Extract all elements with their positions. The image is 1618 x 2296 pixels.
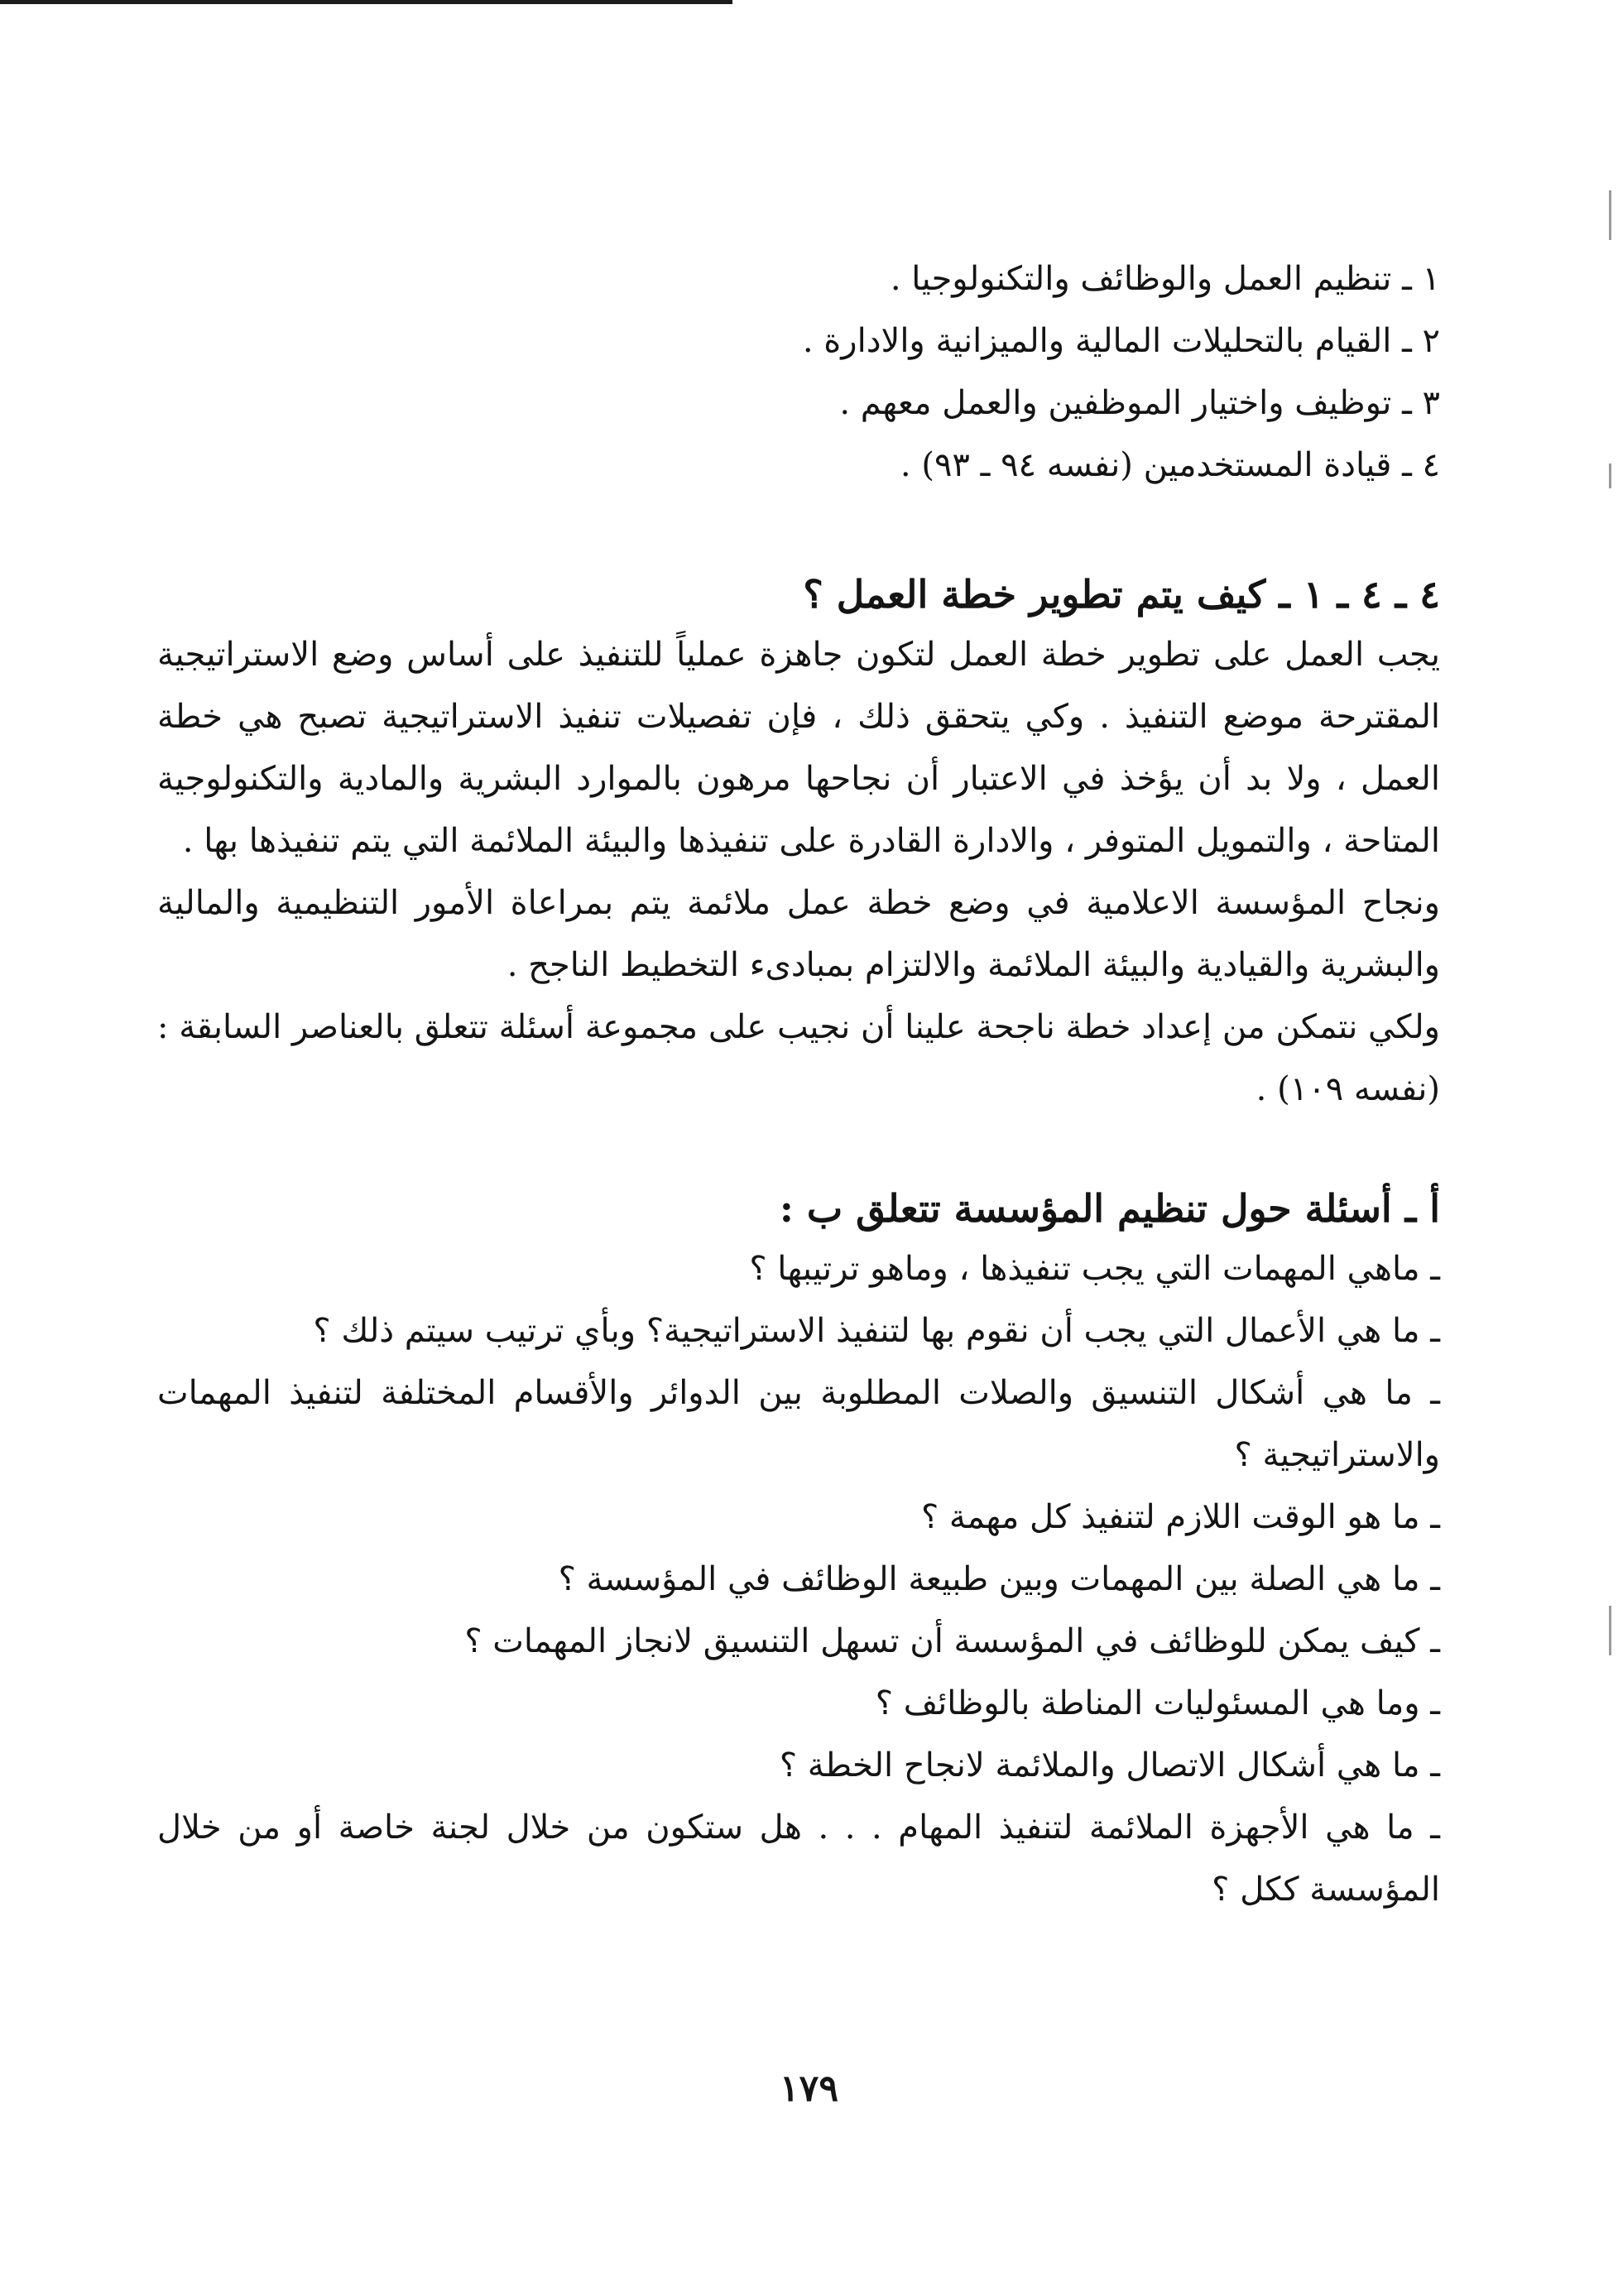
paragraph: ولكي نتمكن من إعداد خطة ناجحة علينا أن نجيب على مجموعة أسئلة تتعلق بالعناصر السابقة : (نفسه ١٠٩) . bbox=[157, 1008, 1440, 1108]
question-item: ـ وما هي المسئوليات المناطة بالوظائف ؟ bbox=[875, 1684, 1440, 1722]
paragraph: يجب العمل على تطوير خطة العمل لتكون جاهزة عملياً للتنفيذ على أساس وضع الاستراتيجية المقترحة موضع التنفيذ . وكي يتحقق ذلك ، فإن تفصيلات تنفيذ الاستراتيجية تصبح هي خطة العمل ، ولا بد أن يؤخذ في الاعتبار أن نجاحها مرهون بالموارد البشرية والمادية والتكنولوجية المتاحة ، والتمويل المتوفر ، والادارة القادرة على تنفيذها والبيئة الملائمة التي يتم تنفيذها بها . bbox=[157, 636, 1441, 860]
numbered-list bbox=[157, 248, 1440, 497]
scan-edge-mark bbox=[1609, 1606, 1611, 1655]
question-item: ـ ما هي الأعمال التي يجب أن نقوم بها لتنفيذ الاستراتيجية؟ وبأي ترتيب سيتم ذلك ؟ bbox=[313, 1312, 1440, 1350]
top-scan-rule bbox=[0, 0, 732, 4]
list-item: ٢ ـ القيام بالتحليلات المالية والميزانية والادارة . bbox=[802, 322, 1440, 360]
section-heading: ٤ ـ ٤ ـ ١ ـ كيف يتم تطوير خطة العمل ؟ bbox=[803, 572, 1440, 617]
question-item: ـ ما هي الأجهزة الملائمة لتنفيذ المهام . . . هل ستكون من خلال لجنة خاصة أو من خلال المؤسسة ككل ؟ bbox=[157, 1808, 1440, 1909]
question-item: ـ ماهي المهمات التي يجب تنفيذها ، وماهو ترتيبها ؟ bbox=[749, 1250, 1440, 1288]
question-item: ـ ما هي أشكال التنسيق والصلات المطلوبة بين الدوائر والأقسام المختلفة لتنفيذ المهمات والاستراتيجية ؟ bbox=[157, 1374, 1440, 1474]
list-item: ٤ ـ قيادة المستخدمين (نفسه ٩٤ ـ ٩٣) . bbox=[900, 446, 1440, 484]
question-item: ـ ما هو الوقت اللازم لتنفيذ كل مهمة ؟ bbox=[920, 1498, 1440, 1536]
paragraph: ونجاح المؤسسة الاعلامية في وضع خطة عمل ملائمة يتم بمراعاة الأمور التنظيمية والمالية والبشرية والقيادية والبيئة الملائمة والالتزام بمبادىء التخطيط الناجح . bbox=[157, 884, 1440, 984]
question-item: ـ ما هي أشكال الاتصال والملائمة لانجاح الخطة ؟ bbox=[779, 1746, 1440, 1784]
subsection-heading: أ ـ أسئلة حول تنظيم المؤسسة تتعلق ب : bbox=[779, 1186, 1440, 1231]
question-item: ـ ما هي الصلة بين المهمات وبين طبيعة الوظائف في المؤسسة ؟ bbox=[558, 1560, 1440, 1598]
scan-edge-mark bbox=[1609, 464, 1611, 488]
list-item: ٣ ـ توظيف واختيار الموظفين والعمل معهم . bbox=[839, 384, 1440, 422]
page-number: ١٧٩ bbox=[780, 2068, 838, 2110]
list-item: ١ ـ تنظيم العمل والوظائف والتكنولوجيا . bbox=[890, 260, 1440, 298]
question-item: ـ كيف يمكن للوظائف في المؤسسة أن تسهل التنسيق لانجاز المهمات ؟ bbox=[464, 1622, 1440, 1660]
scan-edge-mark bbox=[1609, 190, 1611, 240]
page-body bbox=[157, 248, 1440, 1921]
